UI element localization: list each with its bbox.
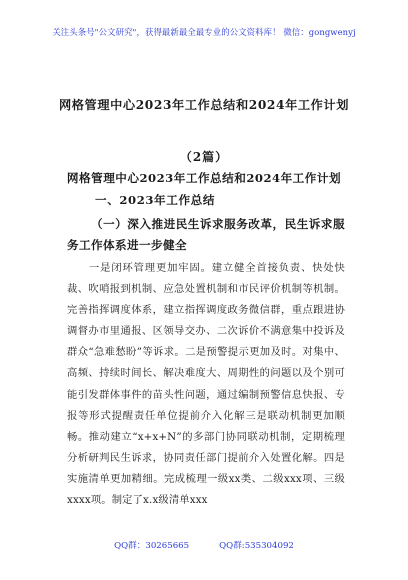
body-paragraph: 一是闭环管理更加牢固。建立健全首接负责、快处快裁、吹哨报到机制、应急处置机制和市民评价机制等机制。完善指挥调度体系，建立指挥调度政务微信群，重点跟进协调督办市里通报、区领导交办、二次诉价不满意集中投诉及群众“急难愁盼”等诉求。二是预警提示更加及时。对集中、高频、持续时间长、解决难度大、周期性的问题以及个别可能引发群体事件的苗头性问题，通过编制预警信息快报、专报等形式提醒责任单位提前介入化解三是联动机制更加顺畅。推动建立“x+x+N”的多部门协同联动机制，定期梳理分析研判民生诉求，协同责任部门提前介入处置化解。四是实施清单更加精细。完成梳理一级xx类、二级xxx项、三级xxxx项。制定了x.x级清单xxx (67, 262, 345, 507)
footer-contact (0, 539, 408, 551)
heading-level-1: 一、2023年工作总结 (95, 193, 216, 207)
footer-qq-group-1: QQ群：30265665 (114, 541, 190, 551)
footer-qq-group-2: QQ群:535304092 (219, 541, 294, 551)
document-title: 网格管理中心2023年工作总结和2024年工作计划 (58, 98, 350, 112)
document-count: （2篇） (179, 150, 229, 164)
heading-level-2: （一）深入推进民生诉求服务改革，民生诉求服务工作体系进一步健全 (67, 217, 345, 252)
watermark-banner: 关注头条号"公文研究"，获得最新最全最专业的公文资料库！ 微信：gongwenyj (52, 27, 356, 37)
section-title: 网格管理中心2023年工作总结和2024年工作计划 (66, 171, 342, 185)
